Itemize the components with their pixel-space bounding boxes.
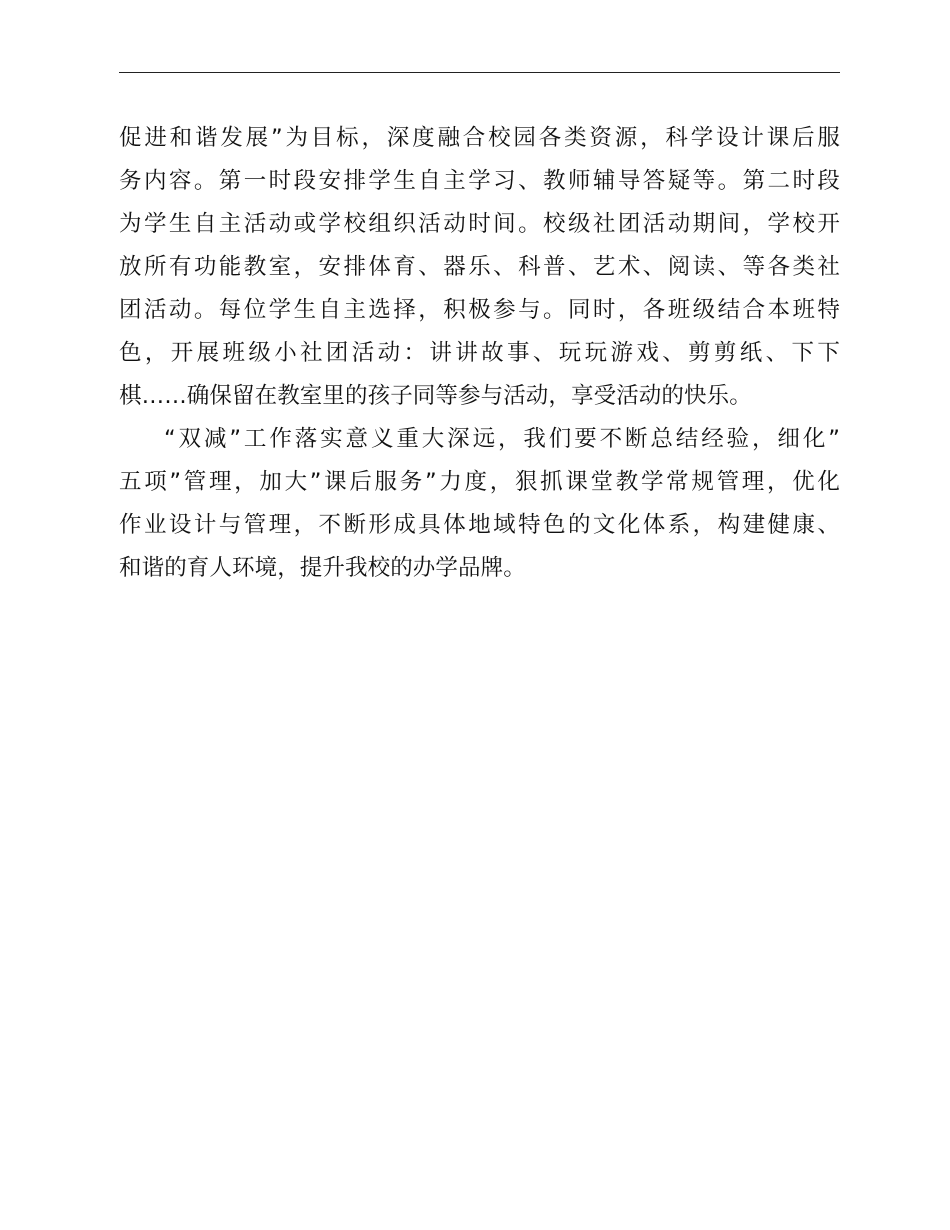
text-line: 棋……确保留在教室里的孩子同等参与活动，享受活动的快乐。 <box>119 383 752 409</box>
text-line: 作业设计与管理，不断形成具体地域特色的文化体系，构建健康、 <box>119 512 840 538</box>
text-line: “双减”工作落实意义重大深远，我们要不断总结经验，细化” <box>164 426 840 452</box>
text-line: 放所有功能教室，安排体育、器乐、科普、艺术、阅读、等各类社 <box>119 254 840 280</box>
text-line: 团活动。每位学生自主选择，积极参与。同时，各班级结合本班特 <box>119 297 840 323</box>
text-line: 和谐的育人环境，提升我校的办学品牌。 <box>119 555 526 581</box>
text-line: 促进和谐发展”为目标，深度融合校园各类资源，科学设计课后服 <box>119 125 840 151</box>
text-line: 色，开展班级小社团活动：讲讲故事、玩玩游戏、剪剪纸、下下 <box>119 340 840 366</box>
paragraph-1 <box>119 117 840 418</box>
paragraph-2 <box>119 418 840 590</box>
text-line: 务内容。第一时段安排学生自主学习、教师辅导答疑等。第二时段 <box>119 168 840 194</box>
header-rule <box>119 72 840 73</box>
text-line: 五项”管理，加大”课后服务”力度，狠抓课堂教学常规管理，优化 <box>119 469 840 495</box>
body-text <box>119 117 840 590</box>
text-line: 为学生自主活动或学校组织活动时间。校级社团活动期间，学校开 <box>119 211 840 237</box>
